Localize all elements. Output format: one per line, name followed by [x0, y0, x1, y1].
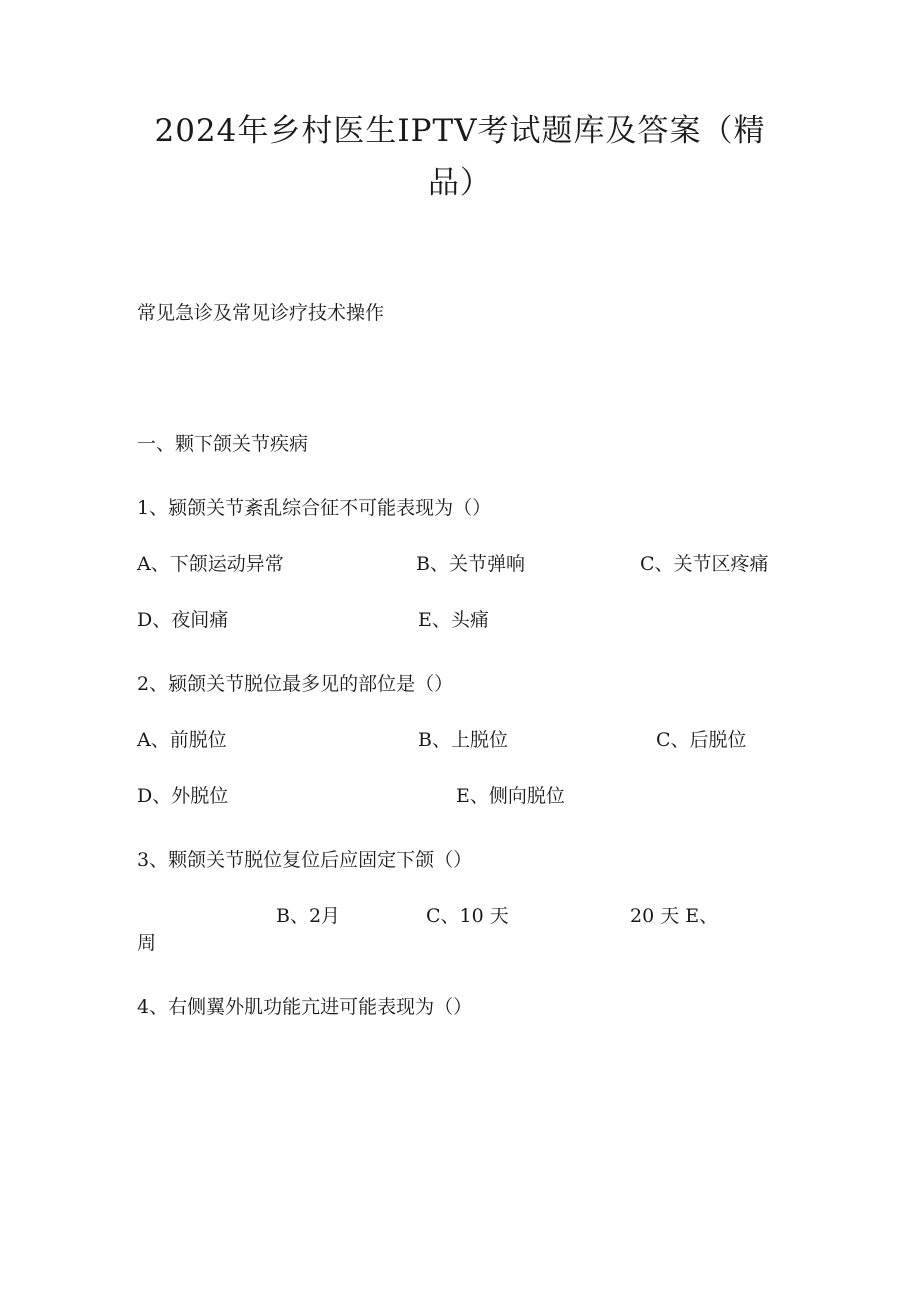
question-2-option-c: C、后脱位	[656, 729, 747, 751]
question-3-option-c: C、10 天	[426, 905, 509, 927]
section-heading: 一、颗下颌关节疾病	[137, 433, 309, 455]
question-1-stem: 1、颍颌关节紊乱综合征不可能表现为（）	[137, 497, 492, 519]
question-2-stem: 2、颍颌关节脱位最多见的部位是（）	[137, 673, 454, 695]
subject-heading: 常见急诊及常见诊疗技术操作	[137, 302, 385, 324]
question-1-option-d: D、夜间痛	[137, 609, 229, 631]
question-3-option-d-e: 20 天 E、	[630, 905, 719, 927]
question-3-option-b: B、2月	[276, 905, 341, 927]
question-1-option-e: E、头痛	[418, 609, 489, 631]
document-title-line-1: 2024年乡村医生IPTV考试题库及答案（精	[154, 113, 766, 149]
question-3-option-continuation: 周	[137, 932, 157, 954]
question-2-option-b: B、上脱位	[418, 729, 508, 751]
question-2-option-e: E、侧向脱位	[456, 785, 565, 807]
question-1-option-a: A、下颌运动异常	[137, 553, 284, 575]
question-1-option-c: C、关节区疼痛	[640, 553, 769, 575]
question-4-stem: 4、右侧翼外肌功能亢进可能表现为（）	[137, 996, 473, 1018]
question-3-stem: 3、颗颌关节脱位复位后应固定下颌（）	[137, 849, 473, 871]
question-1-option-b: B、关节弹响	[416, 553, 525, 575]
question-2-option-d: D、外脱位	[137, 785, 229, 807]
question-2-option-a: A、前脱位	[137, 729, 227, 751]
document-title-line-2: 品）	[428, 165, 492, 201]
